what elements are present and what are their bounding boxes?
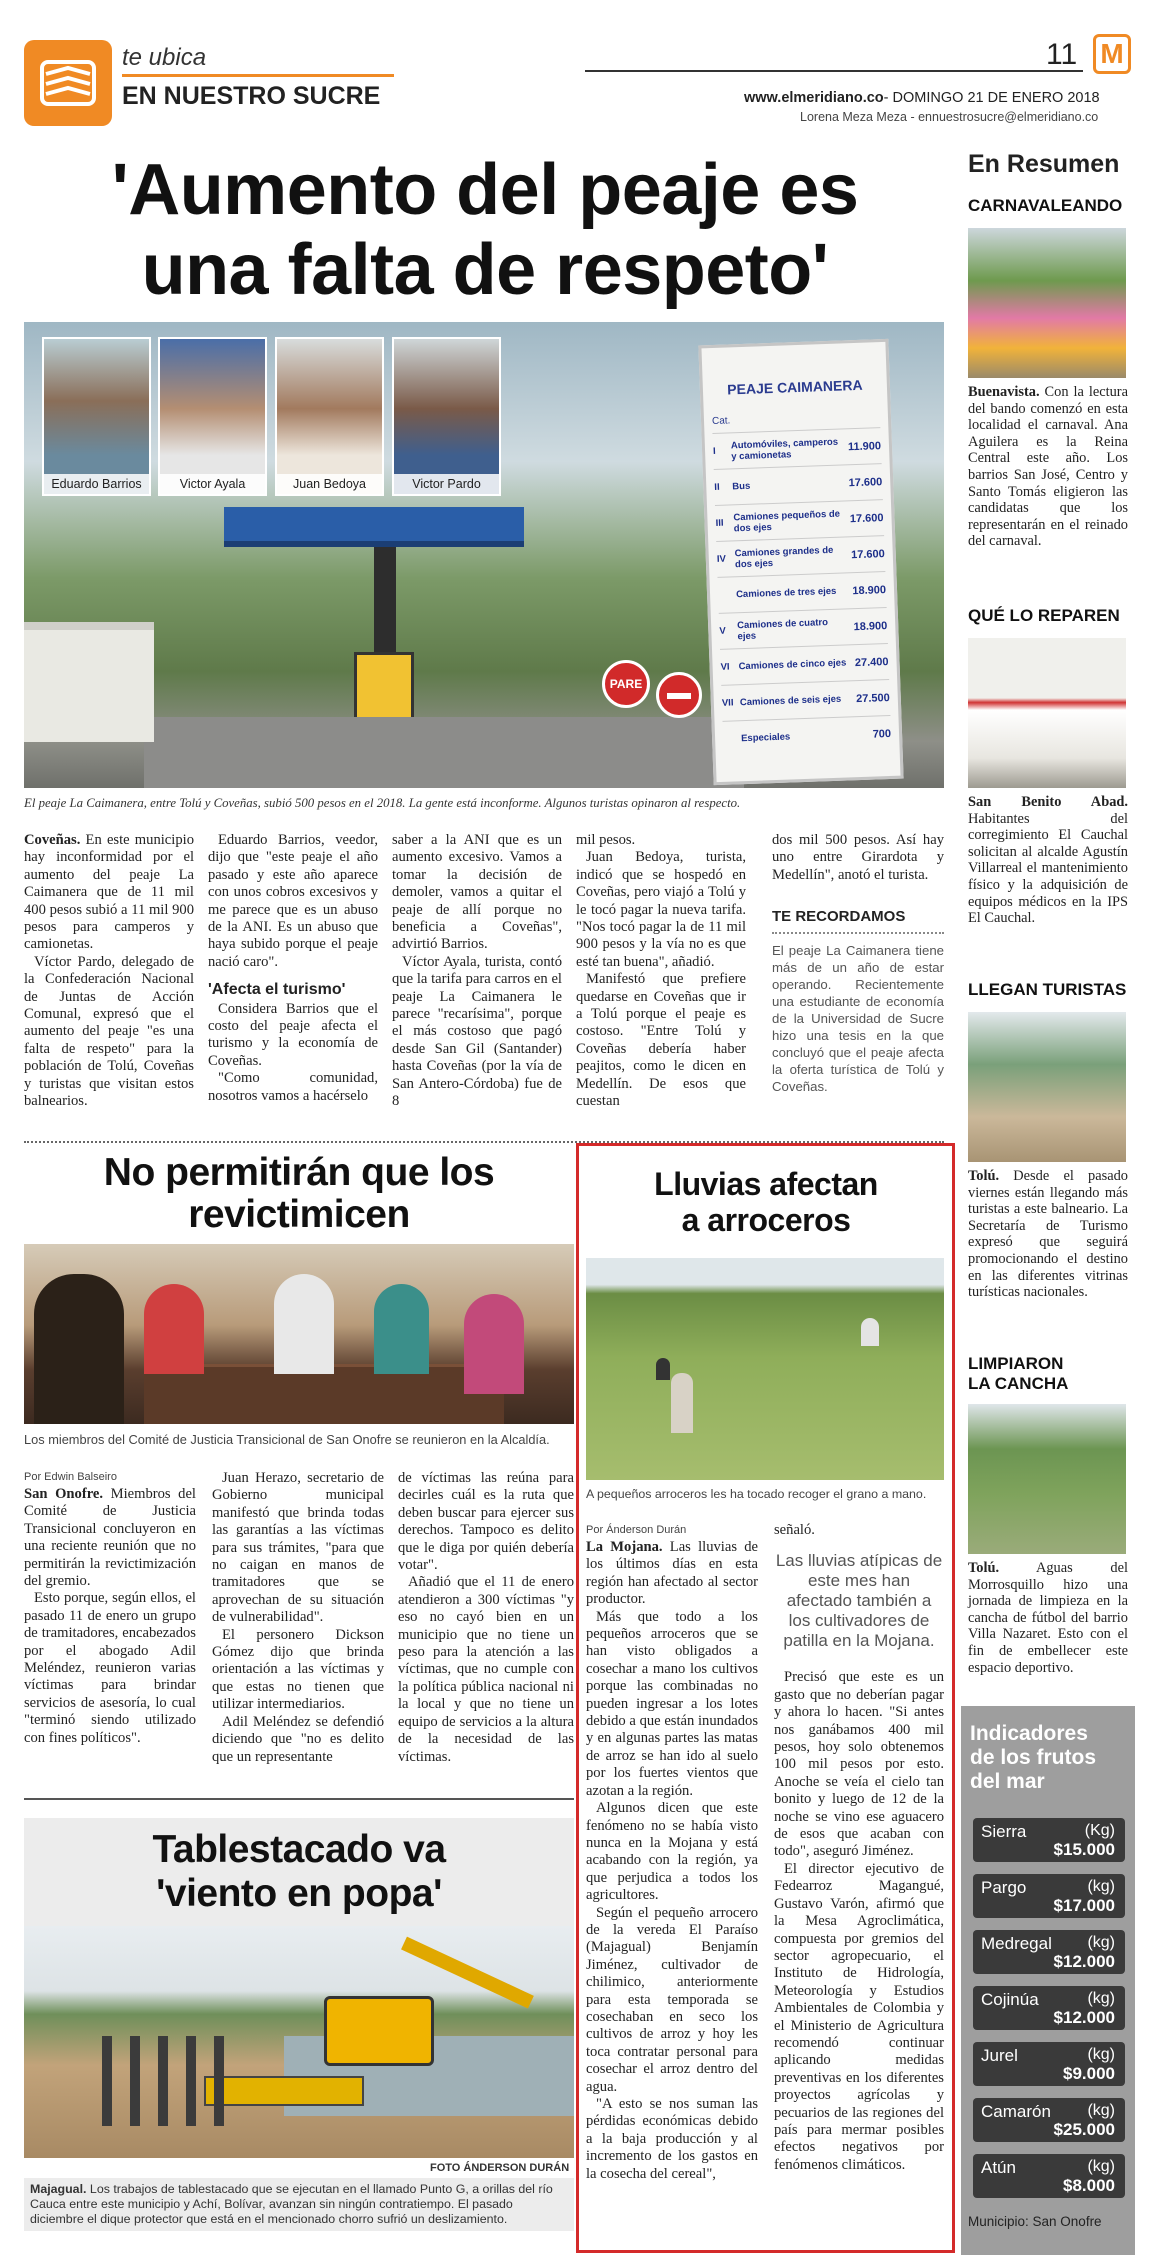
paragraph: Precisó que este es un gasto que no deberían pagar y ahora lo hacen. "Si antes nos ganábamos 400 mil pesos, hoy solo obtenemos 100 mil pesos por esto. Anoche se veía el cielo tan bonito y luego de 12 de la noche se vino ese aguacero de esos que acaban con todo", aseguró Jiménez. [774,1669,944,1860]
toll-sign-label: Camiones de cuatro ejes [736,616,829,642]
revictimicen-headline-line2: revictimicen [188,1193,410,1236]
lluvias-headline-line1: Lluvias afectan [654,1166,878,1202]
paragraph: Adil Meléndez se defendió diciendo que "no es delito que un representante [212,1713,384,1765]
page-number: 11 [1046,38,1078,71]
main-col-5 [772,832,944,1095]
paragraph: "Como comunidad, nosotros vamos a hacérselo [208,1070,378,1104]
section-logo [24,40,112,126]
person [144,1284,204,1374]
indicator-row [973,2098,1125,2142]
main-col-2 [208,832,378,1105]
indicator-row [973,1986,1125,2030]
shield-logo-icon [24,40,112,126]
subheading: 'Afecta el turismo' [208,981,346,999]
indicator-name: Sierra [981,1822,1027,1841]
indicator-name: Jurel [981,2046,1018,2065]
main-col-3 [392,832,562,1111]
revictimicen-col-3 [398,1470,574,1766]
toll-sign-label: Camiones grandes de dos ejes [734,544,834,570]
indicator-name: Atún [981,2158,1016,2177]
sidebar-item-head: QUÉ LO REPAREN [968,606,1120,625]
indicator-row [973,1930,1125,1974]
indicator-unit: (kg) [1087,1934,1115,1951]
toll-sign-cat: IV [716,553,727,565]
indicator-price: $8.000 [1063,2176,1115,2195]
sidebar-item-body: Aguas del Morrosquillo hizo una jornada de limpieza en la cancha de fútbol del barrio Villa Nazaret. Esto con el fin de embellecer este espacio deportivo. [968,1560,1128,1676]
toll-sign-price: 17.600 [848,475,883,489]
sidebar-item-head-line2: LA CANCHA [968,1374,1069,1393]
indicators-title-line3: del mar [970,1770,1045,1793]
reminder-box-text: El peaje La Caimanera tiene más de un año de estar operando. Recientemente una estudiante de economía de la Universidad de Sucre hizo una tesis en la que concluyó que el peaje afecta la oferta turística de Tolú y Coveñas. [772,942,944,1094]
paragraph: saber a la ANI que es un aumento excesivo. Vamos a tomar la decisión de demoler, vamos a quitar el peaje de allí porque no beneficia a Coveñas", advirtió Barrios. [392,832,562,953]
toll-sign-label: Camiones pequeños de dos ejes [733,508,841,534]
toll-sign-row [719,607,888,649]
person [374,1284,429,1374]
indicator-price: $9.000 [1063,2064,1115,2083]
carnival-photo [968,228,1126,378]
lluvias-col-1 [586,1539,758,2183]
indicator-unit: (kg) [1087,2158,1115,2175]
toll-sign-label: Especiales [740,731,791,745]
sidebar-item-head [968,1354,1068,1394]
paragraph: Algunos dicen que este fenómeno no se había visto nunca en la Mojana y está acabando con la región, ya que perjudica a todos los agricultores. [586,1800,758,1904]
tablestacado-headline [24,1818,574,1926]
meridiano-logo [1093,34,1131,74]
indicator-unit: (Kg) [1084,1822,1115,1839]
lluvias-headline-line2: a arroceros [681,1202,851,1238]
toll-sign-label: Bus [732,480,751,493]
main-headline-line1: 'Aumento del peaje es [111,150,859,230]
portrait-name: Eduardo Barrios [44,474,149,494]
toll-sign-price: 27.500 [855,691,890,705]
toll-sign-row [721,679,890,721]
indicator-name: Medregal [981,1934,1052,1953]
paragraph: Añadió que el 11 de enero atendieron a 300 víctimas "y eso no cayó bien en un municipio que no tiene un peso para la atención a las víctimas, que no cumple con la política pública nacional ni la local y que no tiene un equipo de servicios a la altura de la necesidad de las víctimas. [398,1574,574,1765]
toll-sign-label: Automóviles, camperos y camionetas [730,436,839,462]
sidebar-item-dateline: Buenavista. [968,384,1040,400]
revictimicen-byline: Por Edwin Balseiro [24,1471,117,1483]
revictimicen-col-1 [24,1486,196,1747]
farmer [656,1358,670,1380]
toll-sign-price: 27.400 [854,655,889,669]
indicator-price: $15.000 [1053,1840,1115,1859]
paragraph: El personero Dickson Gómez dijo que brinda orientación a las víctimas y que estas no tienen que utilizar intermediarios. [212,1626,384,1713]
indicator-name: Cojinúa [981,1990,1039,2009]
stop-sign-label: PARE [609,677,643,691]
toll-sign-cat [718,595,736,596]
portrait-eduardo-barrios [42,337,151,496]
toll-sign-label: Camiones de tres ejes [735,585,837,601]
paragraph: de víctimas las reúna para decirles cuál es la ruta que deben buscar para ejercer sus derechos. Tampoco es delito que le diga por quién debería votar". [398,1470,574,1574]
person [274,1274,334,1374]
portrait-juan-bedoya [275,337,384,496]
tourists-photo [968,1012,1126,1162]
indicator-row [973,2042,1125,2086]
toll-canopy [224,507,524,547]
toll-photo-caption: El peaje La Caimanera, entre Tolú y Coveñas, subió 500 pesos en el 2018. La gente está inconforme. Algunos turistas opinaron al respecto. [24,796,741,810]
indicator-price: $25.000 [1053,2120,1115,2139]
sidebar-item-text [968,794,1128,927]
toll-sign-cat: I [712,445,716,457]
toll-sign-cat [723,739,741,740]
main-col-1 [24,832,194,1111]
toll-sign-row [714,463,883,505]
main-headline-line2: una falta de respeto' [141,230,829,310]
left-building [24,622,154,742]
field-cleanup-photo [968,1404,1126,1554]
paragraph: señaló. [774,1522,815,1538]
sidebar-item-dateline: San Benito Abad. [968,794,1128,810]
toll-sign-label: Camiones de seis ejes [739,693,842,709]
header-site-date [744,90,1100,106]
meeting-photo [24,1244,574,1424]
toll-sign-price: 11.900 [847,439,882,453]
indicators-footer: Municipio: San Onofre [968,2214,1102,2229]
tablestacado-headline-line2: 'viento en popa' [156,1872,442,1915]
logo-letter: M [1100,38,1124,69]
paragraph: Según el pequeño arrocero de la vereda El Paraíso (Majagual) Benjamín Jiménez, cultivador de chilimico, anteriormente para esta temporada se cosechaban en seco los cultivos de arroz y hoy les toca contratar personal para cosechar el arroz dentro del agua. [586,1904,758,2095]
toll-sign-cat: VI [720,661,730,673]
paragraph: Víctor Pardo, delegado de la Confederación Nacional de Juntas de Acción Comunal, expresó que el aumento del peaje "es una falta de respeto" para la población de Tolú, Coveñas y turistas que visitan estos balnearios. [24,953,194,1110]
paragraph: "A esto se nos suman las pérdidas económicas debido a la baja producción y al incremento de los gastos en la cosecha del cereal", [586,2096,758,2182]
header-byline: Lorena Meza Meza - ennuestrosucre@elmeridiano.co [800,110,1099,124]
portrait-victor-ayala [158,337,267,496]
sidebar-item-text [968,1168,1128,1301]
paragraph: El director ejecutivo de Fedearroz Magangué, Gustavo Varón, afirmó que la Mesa Agroclimática, compuesta por gremios del sector agropecuario, el Instituto de Hidrología, Meteorología y Estudios Ambientales de Colombia y el Ministerio de Agricultura recomendó continuar aplicando medidas preventivas en los diferentes proyectos agrícolas y pecuarios de las regiones del país para mermar posibles efectos negativos por fenómenos climáticos. [774,1860,944,2173]
sidebar-item-text [968,1560,1128,1676]
construction-caption [24,2178,574,2231]
toll-sign-price: 17.600 [849,511,884,525]
toll-sign-cat: Cat. [711,415,731,428]
toll-booth [354,652,414,722]
paragraph: Manifestó que prefiere quedarse en Coveñas que ir a Tolú porque el peaje es costoso. "Entre Tolú y Coveñas debería haber peajitos, como le dicen en Medellín. De esos que cuestan [576,971,746,1110]
indicator-price: $12.000 [1053,1952,1115,1971]
paragraph: Miembros del Comité de Justicia Transicional concluyeron en una reciente reunión que no permitirán la revictimización del gremio. [24,1486,196,1590]
health-post-photo [968,638,1126,788]
main-headline [20,150,950,310]
revictimicen-headline-line1: No permitirán que los [103,1151,495,1194]
indicators-title-line1: Indicadores [970,1722,1088,1745]
toll-sign-row [720,643,889,685]
sidebar-item-dateline: Tolú. [968,1168,1000,1184]
sidebar-item-body: Habitantes del corregimiento El Cauchal solicitan al alcalde Agustín Villarreal el mantenimiento físico y la adquisición de equipos médicos en la IPS El Cauchal. [968,810,1128,927]
indicators-title [970,1722,1096,1794]
toll-sign-cat: V [719,625,726,637]
caption-text: Los trabajos de tablestacado que se ejecutan en el llamado Punto G, a orillas del río Cauca entre este municipio y Achí, Bolívar, avanzan sin ningún contratiempo. El pasado diciembre el dique protector que está en el mencionado chorro sufrió un deslizamiento. [30,2182,553,2226]
paragraph: Eduardo Barrios, veedor, dijo que "este peaje el año pasado y este año aparece con unos cobros excesivos y me parece que es un abuso de la ANI. Es un abuso que haya subido porque el peaje nació caro". [208,832,378,970]
toll-sign-title: PEAJE CAIMANERA [726,376,863,398]
stop-sign [602,660,650,708]
indicators-title-line2: de los frutos [970,1746,1097,1769]
portrait-name: Victor Pardo [394,474,499,494]
indicator-row [973,2154,1125,2198]
farmer [671,1373,693,1433]
indicator-price: $17.000 [1053,1896,1115,1915]
paragraph: Juan Bedoya, turista, indicó que se hospedó en Coveñas, pero viajó a Tolú y le tocó pagar la nueva tarifa. "Nos tocó pagar la de 11 mil 900 pesos y la vía no es que esté tan buena", añadió. [576,849,746,970]
paragraph: Las lluvias de los últimos días en esta región han afectado al sector productor. [586,1539,758,1608]
sidebar-item-head-line1: LIMPIARON [968,1354,1064,1373]
construction-photo [24,1926,574,2158]
pullquote: Las lluvias atípicas de este mes han afectado también a los cultivadores de patilla en la Mojana. [775,1551,943,1651]
indicator-row [973,1818,1125,1862]
dateline: La Mojana. [586,1539,663,1555]
issue-date: - DOMINGO 21 DE ENERO 2018 [883,90,1100,106]
portrait-victor-pardo [392,337,501,496]
toll-sign-price: 17.600 [850,547,885,561]
revictimicen-col-2 [212,1470,384,1766]
indicator-name: Camarón [981,2102,1051,2121]
website[interactable]: www.elmeridiano.co [744,90,884,106]
paragraph: Más que todo a los pequeños arroceros que se han visto obligados a cosechar a mano los cultivos porque las combinadas no pueden ingresar a los lotes debido a que están inundados y en algunas partes las matas de arroz se han ido al suelo por los fuertes vientos que azotan a la región. [586,1608,758,1799]
paragraph: Esto porque, según ellos, el pasado 11 de enero un grupo de tramitadores, encabezados por el abogado Adil Meléndez, reunieron varias víctimas para brindar servicios de asesoría, lo cual "terminó siendo utilizado con fines políticos". [24,1590,196,1746]
revictimicen-headline [24,1152,574,1236]
lluvias-col-2 [774,1522,944,2174]
section-top-label: te ubica [122,44,207,71]
toll-sign-row [717,571,886,613]
sidebar-item-dateline: Tolú. [968,1560,1000,1576]
rice-photo-caption: A pequeños arroceros les ha tocado recoger el grano a mano. [586,1487,927,1501]
lluvias-headline [586,1166,946,1238]
sidebar-item-body: Desde el pasado viernes están llegando más turistas a este balneario. La Secretaría de Turismo expresó que seguirá promocionando el destino en las diferentes vitrinas turísticas nacionales. [968,1168,1128,1301]
toll-sign-label: Camiones de cinco ejes [738,657,847,673]
tablestacado-headline-line1: Tablestacado va [152,1828,446,1871]
rice-field-photo [586,1258,944,1480]
portrait-name: Victor Ayala [160,474,265,494]
toll-sign-rows [712,427,891,757]
paragraph: mil pesos. [576,832,636,848]
reminder-box-title: TE RECORDAMOS [772,908,944,933]
caption-dateline: Majagual. [30,2182,87,2196]
toll-sign-cat: VII [721,697,734,709]
person [34,1274,124,1424]
person [464,1294,524,1394]
sidebar-item-body: Con la lectura del bando comenzó en esta localidad el carnaval. Ana Aguilera es la Reina Central este año. Los barrios San José, Centro y Santo Tomás eligieron las candidatas que los representarán en el reinado del carnaval. [968,384,1128,550]
road [144,717,744,788]
indicator-unit: (kg) [1087,1990,1115,2007]
photo-credit: FOTO ÁNDERSON DURÁN [430,2162,570,2174]
indicator-price: $12.000 [1053,2008,1115,2027]
indicator-unit: (kg) [1087,2046,1115,2063]
sidebar-item-text [968,384,1128,550]
indicator-row [973,1874,1125,1918]
paragraph: Víctor Ayala, turista, contó que la tarifa para carros en el peaje La Caimanera le parece "recarísima", porque el más costoso que pagó desde San Gil (Santander) hasta Coveñas (por la vía de San Antero-Córdoba) fue de 8 [392,953,562,1110]
dateline: Coveñas. [24,832,81,848]
dateline: San Onofre. [24,1486,104,1502]
header-rule [585,70,1083,72]
toll-sign-cat: III [715,517,724,529]
paragraph: En este municipio hay inconformidad por el aumento del peaje La Caimanera que de 11 mil 400 pesos subió a 11 mil 900 pesos para camperos y camionetas. [24,832,194,953]
sidebar-title: En Resumen [968,150,1120,178]
no-entry-sign [656,672,702,718]
paragraph: Juan Herazo, secretario de Gobierno municipal manifestó que brinda todas las garantías a las víctimas para sus trámites, "para que no caigan en manos de tramitadores que se aprovechan de su situación de vulnerabilidad". [212,1470,384,1626]
toll-sign-price: 700 [872,727,892,741]
portrait-name: Juan Bedoya [277,474,382,494]
lluvias-byline: Por Ánderson Durán [586,1524,687,1536]
barge [204,2076,364,2106]
toll-sign-row [716,535,885,577]
sidebar-item-head: CARNAVALEANDO [968,196,1123,215]
indicator-unit: (kg) [1087,2102,1115,2119]
paragraph: dos mil 500 pesos. Así hay uno entre Girardota y Medellín", anotó el turista. [772,832,944,883]
toll-sign-price: 18.900 [852,583,887,597]
toll-sign-row [722,715,891,757]
workers [84,2036,224,2126]
meeting-photo-caption: Los miembros del Comité de Justicia Transicional de San Onofre se reunieron en la Alcaldía. [24,1432,550,1447]
section-underline [122,74,394,77]
paragraph: Considera Barrios que el costo del peaje afecta el turismo y la economía de Coveñas. [208,1000,378,1069]
toll-sign-row [715,499,884,541]
farmer [861,1318,879,1346]
main-col-4 [576,832,746,1111]
toll-sign-price: 18.900 [853,619,888,633]
section-main-label: EN NUESTRO SUCRE [122,82,381,110]
toll-sign-row [712,427,881,469]
excavator [324,1996,434,2066]
indicator-name: Pargo [981,1878,1027,1897]
section-divider-thin [24,1798,574,1800]
indicator-unit: (kg) [1087,1878,1115,1895]
toll-sign-cat: II [714,481,720,493]
sidebar-item-head: LLEGAN TURISTAS [968,980,1127,999]
no-entry-bar [667,693,691,699]
toll-price-sign [698,339,903,785]
